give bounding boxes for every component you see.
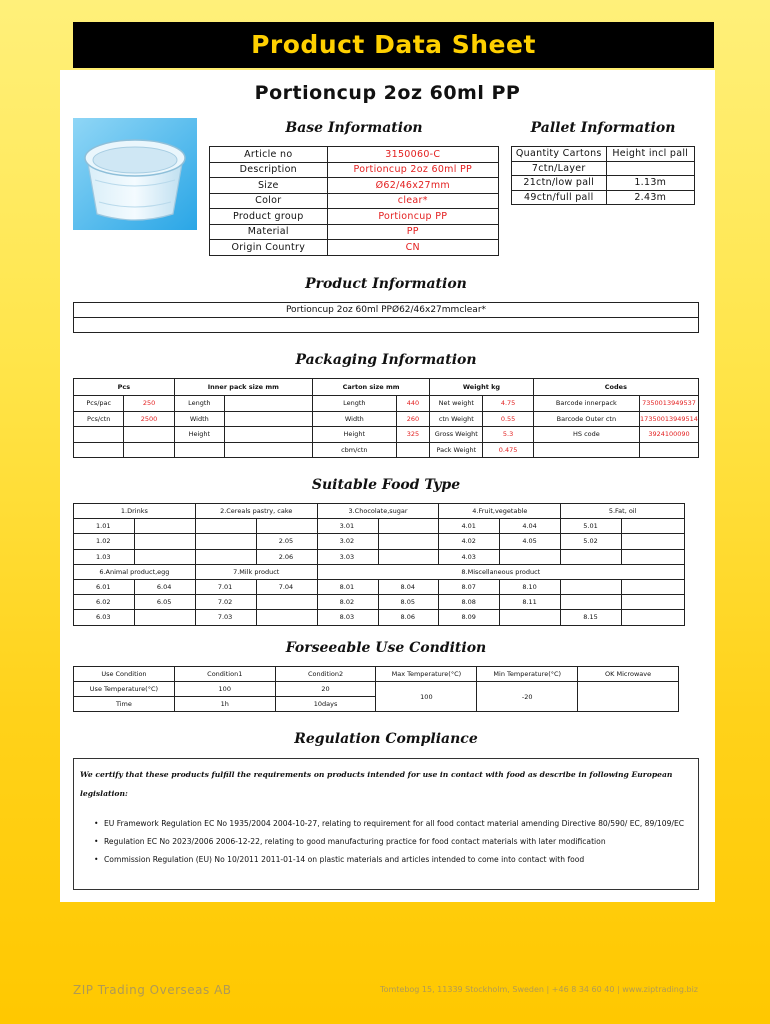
base-info-title: Base Information xyxy=(285,120,423,136)
food-code: 8.05 xyxy=(378,595,439,610)
use-value: 20 xyxy=(275,682,376,697)
pack-value xyxy=(225,396,313,412)
pack-value: 5.3 xyxy=(483,427,533,443)
use-header: Min Temperature(°C) xyxy=(477,667,578,682)
pack-label: Gross Weight xyxy=(430,427,483,443)
base-value: PP xyxy=(327,224,498,240)
pack-value: 2500 xyxy=(124,411,174,427)
product-info-table xyxy=(73,302,699,333)
table-row xyxy=(74,411,699,427)
food-cell xyxy=(500,610,561,625)
packaging-info-title: Packaging Information xyxy=(295,352,477,368)
pack-label: Pack Weight xyxy=(430,442,483,458)
food-cell xyxy=(378,519,439,534)
pallet-cell: 21ctn/low pall xyxy=(512,176,607,191)
footer-company: ZIP Trading Overseas AB xyxy=(73,983,232,997)
regulation-intro: We certify that these products fulfill the requirements on products intended for use in contact with food as describe in following European legislation: xyxy=(80,770,673,798)
pack-label: ctn Weight xyxy=(430,411,483,427)
food-code: 5.02 xyxy=(561,534,622,549)
table-row xyxy=(210,147,499,163)
table-row xyxy=(74,610,685,625)
pack-label: HS code xyxy=(533,427,639,443)
table-row xyxy=(74,504,685,519)
table-row xyxy=(74,396,699,412)
food-cell xyxy=(134,549,195,564)
food-code: 6.05 xyxy=(134,595,195,610)
food-code: 4.01 xyxy=(439,519,500,534)
pack-header: Pcs xyxy=(74,379,175,396)
table-row xyxy=(512,176,695,191)
table-row xyxy=(74,519,685,534)
food-cell xyxy=(622,610,685,625)
food-code: 8.11 xyxy=(500,595,561,610)
food-code: 4.04 xyxy=(500,519,561,534)
pack-label: Width xyxy=(174,411,224,427)
food-cell xyxy=(378,549,439,564)
base-value: clear* xyxy=(327,193,498,209)
pallet-cell: 7ctn/Layer xyxy=(512,161,607,176)
table-row xyxy=(512,161,695,176)
table-row xyxy=(74,303,699,318)
pack-header: Codes xyxy=(533,379,698,396)
regulation-box xyxy=(73,758,699,890)
food-category: 6.Animal product,egg xyxy=(74,564,196,579)
pack-empty xyxy=(124,427,174,443)
footer-address: Tomtebog 15, 11339 Stockholm, Sweden | +46 8 34 60 40 | www.ziptrading.biz xyxy=(380,985,698,994)
use-header: OK Microwave xyxy=(578,667,679,682)
food-category: 4.Fruit,vegetable xyxy=(439,504,561,519)
food-code: 4.03 xyxy=(439,549,500,564)
pack-label: Width xyxy=(312,411,396,427)
pack-header: Inner pack size mm xyxy=(174,379,312,396)
pallet-header: Height incl pall xyxy=(606,147,694,162)
food-type-title: Suitable Food Type xyxy=(311,477,461,493)
pack-empty xyxy=(124,442,174,458)
base-value: CN xyxy=(327,240,498,256)
page-header: Product Data Sheet xyxy=(73,22,714,68)
pack-label: Barcode Outer ctn xyxy=(533,411,639,427)
pack-label: Height xyxy=(174,427,224,443)
table-row xyxy=(210,224,499,240)
use-value: 100 xyxy=(174,682,275,697)
use-value: 10days xyxy=(275,697,376,712)
food-code: 7.02 xyxy=(195,595,256,610)
packaging-info-table xyxy=(73,378,699,458)
pack-value: 17350013949514 xyxy=(640,411,699,427)
table-row xyxy=(74,549,685,564)
table-row xyxy=(74,682,679,697)
product-image xyxy=(73,118,197,230)
use-condition-table xyxy=(73,666,679,712)
food-cell xyxy=(195,549,256,564)
pack-empty xyxy=(174,442,224,458)
food-code: 3.01 xyxy=(317,519,378,534)
food-code: 1.03 xyxy=(74,549,135,564)
food-category: 2.Cereals pastry, cake xyxy=(195,504,317,519)
pallet-info-table xyxy=(511,146,695,205)
pallet-cell: 1.13m xyxy=(606,176,694,191)
list-item: • EU Framework Regulation EC No 1935/2004 2004-10-27, relating to requirement for all food contact material amending Directive 80/590/ EC, 89/109/EC xyxy=(94,815,694,833)
food-category: 1.Drinks xyxy=(74,504,196,519)
food-code: 8.15 xyxy=(561,610,622,625)
table-row xyxy=(74,595,685,610)
list-item: • Commission Regulation (EU) No 10/2011 2011-01-14 on plastic materials and articles intended to come into contact with food xyxy=(94,851,694,869)
pack-value xyxy=(396,442,430,458)
base-label: Product group xyxy=(210,209,328,225)
base-value: Portioncup 2oz 60ml PP xyxy=(327,162,498,178)
portion-cup-image xyxy=(73,118,197,230)
pack-label: Net weight xyxy=(430,396,483,412)
use-label: Time xyxy=(74,697,175,712)
food-cell xyxy=(256,519,317,534)
food-code: 1.02 xyxy=(74,534,135,549)
pallet-info-title: Pallet Information xyxy=(530,120,676,136)
food-cell xyxy=(561,595,622,610)
food-code: 7.04 xyxy=(256,579,317,594)
food-cell xyxy=(256,610,317,625)
use-label: Use Temperature(°C) xyxy=(74,682,175,697)
food-cell xyxy=(195,534,256,549)
table-row xyxy=(74,318,699,333)
table-row xyxy=(512,147,695,162)
food-cell xyxy=(622,549,685,564)
use-header: Condition2 xyxy=(275,667,376,682)
food-code: 7.03 xyxy=(195,610,256,625)
food-code: 6.04 xyxy=(134,579,195,594)
regulation-title: Regulation Compliance xyxy=(294,731,478,747)
pack-value xyxy=(225,411,313,427)
food-cell xyxy=(134,534,195,549)
pack-value xyxy=(225,427,313,443)
pack-value: 325 xyxy=(396,427,430,443)
pack-value: 0.475 xyxy=(483,442,533,458)
table-row xyxy=(512,190,695,205)
pack-value: 250 xyxy=(124,396,174,412)
food-code: 5.01 xyxy=(561,519,622,534)
food-code: 6.03 xyxy=(74,610,135,625)
food-cell xyxy=(622,519,685,534)
use-header: Max Temperature(°C) xyxy=(376,667,477,682)
food-code: 7.01 xyxy=(195,579,256,594)
table-row xyxy=(74,379,699,396)
base-info-table xyxy=(209,146,499,256)
food-category: 3.Chocolate,sugar xyxy=(317,504,439,519)
use-header: Condition1 xyxy=(174,667,275,682)
pack-label: Pcs/pac xyxy=(74,396,124,412)
food-code: 4.05 xyxy=(500,534,561,549)
food-category: 8.Miscellaneous product xyxy=(317,564,684,579)
pack-empty xyxy=(640,442,699,458)
pack-header: Carton size mm xyxy=(312,379,429,396)
use-condition-title: Forseeable Use Condition xyxy=(285,640,487,656)
base-label: Description xyxy=(210,162,328,178)
microwave-value xyxy=(578,682,679,712)
food-category: 7.Milk product xyxy=(195,564,317,579)
pack-empty xyxy=(74,442,124,458)
max-temp: 100 xyxy=(376,682,477,712)
pack-header: Weight kg xyxy=(430,379,534,396)
table-row xyxy=(74,667,679,682)
use-value: 1h xyxy=(174,697,275,712)
base-label: Color xyxy=(210,193,328,209)
food-code: 4.02 xyxy=(439,534,500,549)
food-code: 8.08 xyxy=(439,595,500,610)
pack-value: 0.55 xyxy=(483,411,533,427)
base-value: Ø62/46x27mm xyxy=(327,178,498,194)
food-cell xyxy=(561,549,622,564)
food-cell xyxy=(195,519,256,534)
pack-value: 7350013949537 xyxy=(640,396,699,412)
table-row xyxy=(74,564,685,579)
table-row xyxy=(74,442,699,458)
food-code: 2.06 xyxy=(256,549,317,564)
table-row xyxy=(210,178,499,194)
pack-label: Length xyxy=(312,396,396,412)
food-cell xyxy=(622,579,685,594)
food-code: 8.01 xyxy=(317,579,378,594)
food-cell xyxy=(561,579,622,594)
pack-label: Pcs/ctn xyxy=(74,411,124,427)
pack-label: Barcode innerpack xyxy=(533,396,639,412)
food-code: 6.01 xyxy=(74,579,135,594)
list-item: • Regulation EC No 2023/2006 2006-12-22, relating to good manufacturing practice for food contact materials with later modification xyxy=(94,833,694,851)
base-label: Material xyxy=(210,224,328,240)
food-code: 1.01 xyxy=(74,519,135,534)
base-value: 3150060-C xyxy=(327,147,498,163)
pack-empty xyxy=(533,442,639,458)
pack-empty xyxy=(225,442,313,458)
table-row xyxy=(210,162,499,178)
food-code: 8.07 xyxy=(439,579,500,594)
pack-value: 260 xyxy=(396,411,430,427)
pack-value: 3924100090 xyxy=(640,427,699,443)
table-row xyxy=(210,209,499,225)
product-info-empty xyxy=(74,318,699,333)
food-code: 3.02 xyxy=(317,534,378,549)
table-row xyxy=(210,193,499,209)
table-row xyxy=(210,240,499,256)
base-value: Portioncup PP xyxy=(327,209,498,225)
pack-label: Length xyxy=(174,396,224,412)
pack-label: cbm/ctn xyxy=(312,442,396,458)
product-info-title: Product Information xyxy=(305,276,467,292)
food-code: 8.03 xyxy=(317,610,378,625)
food-cell xyxy=(256,595,317,610)
food-code: 8.06 xyxy=(378,610,439,625)
pack-label: Height xyxy=(312,427,396,443)
food-cell xyxy=(500,549,561,564)
pallet-cell: 49ctn/full pall xyxy=(512,190,607,205)
food-code: 6.02 xyxy=(74,595,135,610)
table-row xyxy=(74,427,699,443)
product-info-text: Portioncup 2oz 60ml PPØ62/46x27mmclear* xyxy=(74,303,699,318)
base-label: Size xyxy=(210,178,328,194)
pack-value: 440 xyxy=(396,396,430,412)
use-header: Use Condition xyxy=(74,667,175,682)
pallet-header: Quantity Cartons xyxy=(512,147,607,162)
pack-value: 4.75 xyxy=(483,396,533,412)
food-cell xyxy=(134,519,195,534)
base-label: Article no xyxy=(210,147,328,163)
food-cell xyxy=(622,595,685,610)
table-row xyxy=(74,534,685,549)
food-code: 8.02 xyxy=(317,595,378,610)
regulation-list xyxy=(94,815,694,869)
table-row xyxy=(74,579,685,594)
food-code: 2.05 xyxy=(256,534,317,549)
food-cell xyxy=(134,610,195,625)
pack-empty xyxy=(74,427,124,443)
food-code: 3.03 xyxy=(317,549,378,564)
pallet-cell: 2.43m xyxy=(606,190,694,205)
food-type-table xyxy=(73,503,685,626)
product-title: Portioncup 2oz 60ml PP xyxy=(254,82,521,104)
food-code: 8.10 xyxy=(500,579,561,594)
food-category: 5.Fat, oil xyxy=(561,504,685,519)
food-cell xyxy=(622,534,685,549)
base-label: Origin Country xyxy=(210,240,328,256)
food-code: 8.09 xyxy=(439,610,500,625)
food-code: 8.04 xyxy=(378,579,439,594)
min-temp: -20 xyxy=(477,682,578,712)
food-cell xyxy=(378,534,439,549)
pallet-cell xyxy=(606,161,694,176)
